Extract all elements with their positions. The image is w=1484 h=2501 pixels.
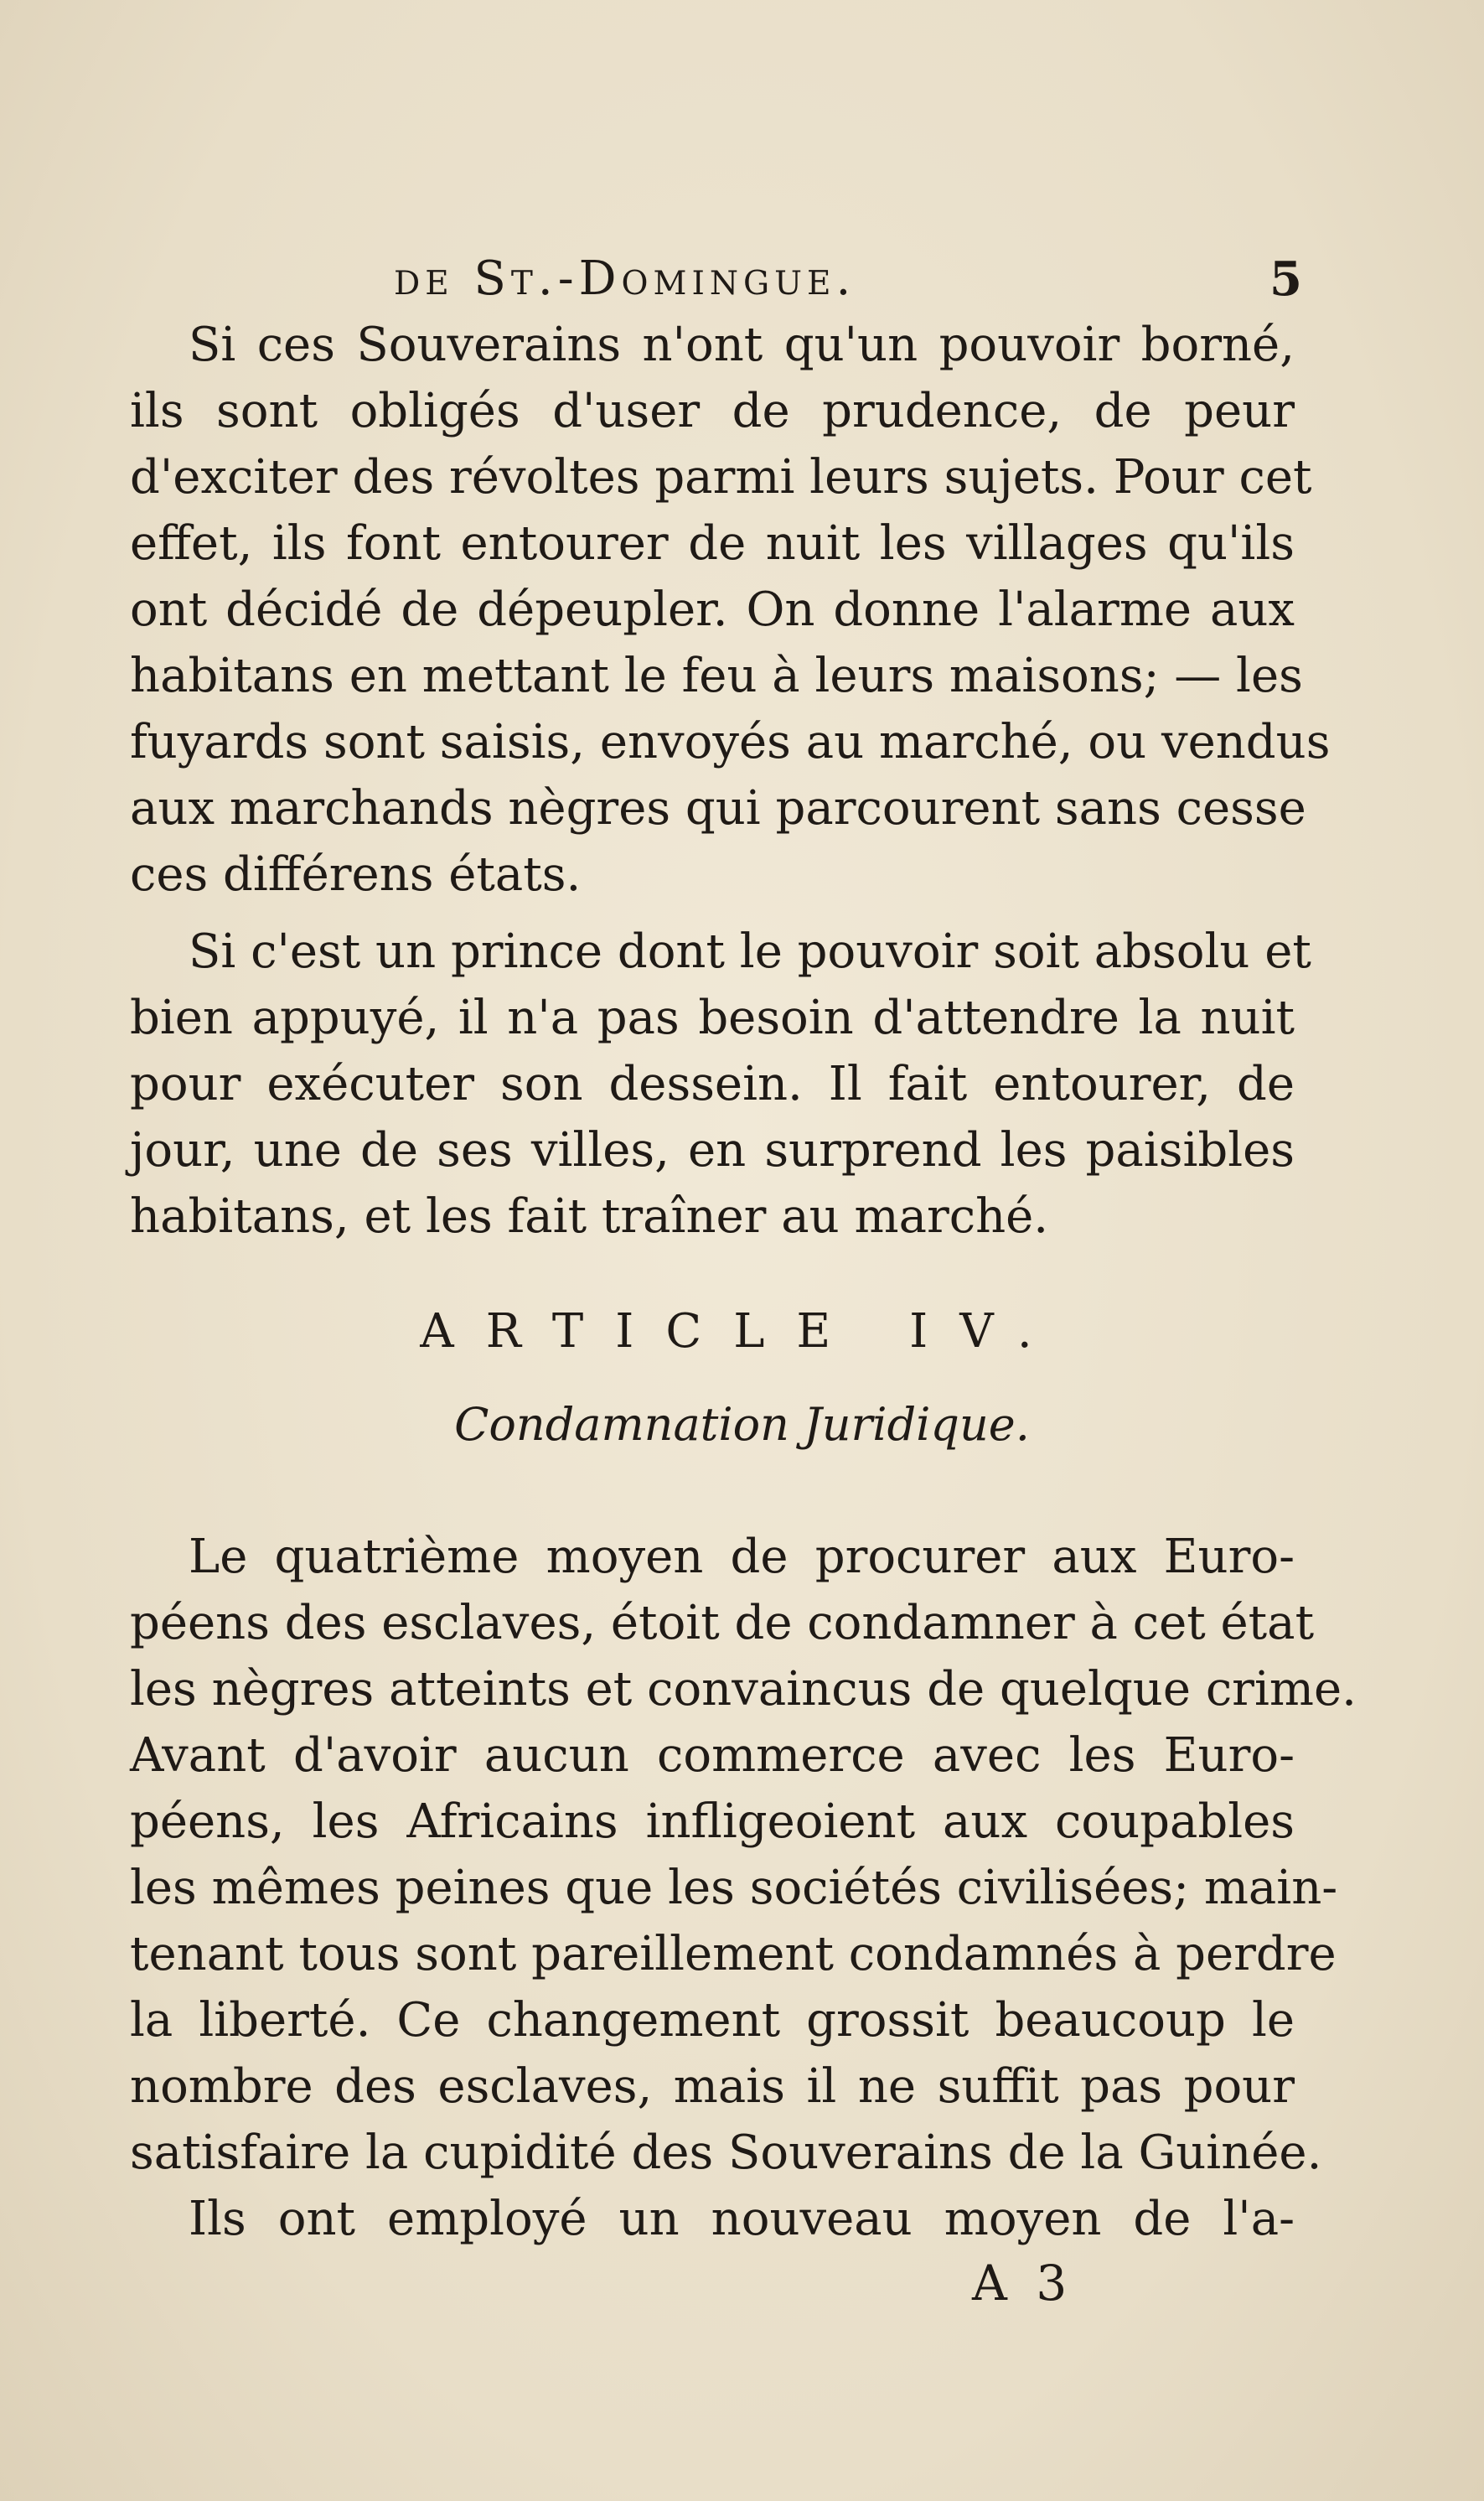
text-line: Si ces Souverains n'ont qu'un pouvoir borné, [189,318,1295,372]
text-line: tenant tous sont pareillement condamnés à perdre [130,1927,1337,1981]
text-line: nombre des esclaves, mais il ne suffit pas pour [130,2059,1295,2114]
text-line: pour exécuter son dessein. Il fait entourer, de [130,1057,1295,1111]
text-line: habitans en mettant le feu à leurs maisons; — les [130,649,1303,703]
signature-mark: A 3 [972,2255,1074,2312]
text-line: péens des esclaves, étoit de condamner à cet état [130,1596,1315,1650]
page-number: 5 [1269,251,1307,307]
paragraph-2 [130,919,1311,1250]
running-title: de St.-Domingue. [394,251,856,306]
article-subtitle: Condamnation Juridique. [454,1398,1030,1451]
text-line: Si c'est un prince dont le pouvoir soit absolu et [189,924,1311,979]
text-line: la liberté. Ce changement grossit beaucoup le [130,1993,1295,2048]
text-line: fuyards sont saisis, envoyés au marché, ou vendus [130,715,1331,769]
text-line: jour, une de ses villes, en surprend les paisibles [130,1123,1295,1178]
paragraph-1 [130,312,1331,908]
text-line: ont décidé de dépeupler. On donne l'alarme aux [130,583,1295,637]
text-line: péens, les Africains infligeoient aux coupables [130,1794,1295,1849]
text-line: Ils ont employé un nouveau moyen de l'a- [189,2192,1295,2246]
text-line: Avant d'avoir aucun commerce avec les Euro- [130,1728,1295,1783]
text-line: les mêmes peines que les sociétés civilisées; main- [130,1861,1338,1915]
text-line: ils sont obligés d'user de prudence, de peur [130,384,1295,438]
paragraph-3 [130,1524,1357,2252]
text-line: d'exciter des révoltes parmi leurs sujets. Pour cet [130,450,1312,505]
text-line: satisfaire la cupidité des Souverains de la Guinée. [130,2126,1322,2180]
text-line: effet, ils font entourer de nuit les villages qu'ils [130,516,1295,571]
text-line: aux marchands nègres qui parcourent sans cesse [130,781,1306,836]
text-line: Le quatrième moyen de procurer aux Euro- [189,1530,1295,1584]
running-header [394,251,1307,318]
text-line: bien appuyé, il n'a pas besoin d'attendre la nuit [130,991,1295,1045]
text-line: ces différens états. [130,847,582,902]
text-line: habitans, et les fait traîner au marché. [130,1189,1049,1244]
text-line: les nègres atteints et convaincus de quelque crime. [130,1662,1357,1717]
article-heading: ARTICLE IV. [420,1304,1064,1359]
